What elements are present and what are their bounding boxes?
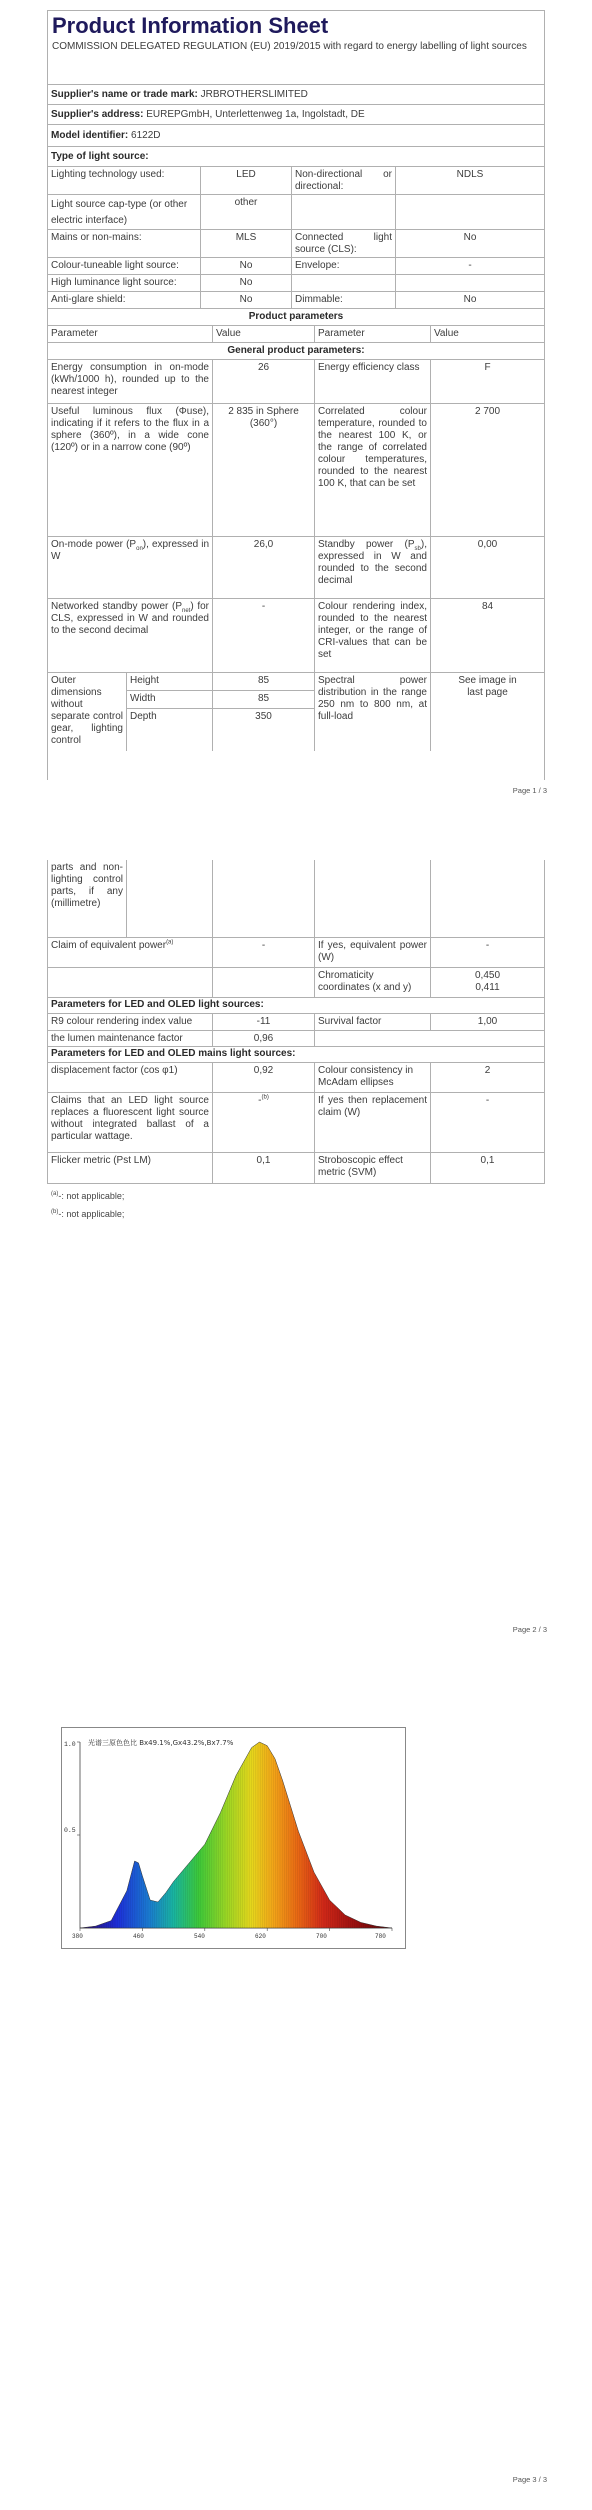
- footnote-text: -: not applicable;: [58, 1209, 125, 1219]
- height-label: Height: [127, 673, 212, 691]
- y-tick-label: 1.0: [64, 1741, 76, 1748]
- x-tick-label: 780: [375, 1933, 386, 1940]
- col-parameter: Parameter: [48, 326, 213, 342]
- maintenance-value: 0,96: [213, 1031, 315, 1046]
- energy-value: 26: [213, 360, 315, 403]
- footnote-mark: (b): [51, 1209, 59, 1215]
- dimension-names: [127, 673, 213, 751]
- supplier-name-row: [48, 85, 544, 105]
- model-value: 6122D: [131, 130, 161, 141]
- product-parameters-heading: Product parameters: [248, 311, 344, 322]
- mcadam-label: Colour consistency in McAdam ellipses: [315, 1063, 431, 1092]
- col-value: Value: [213, 326, 315, 342]
- supplier-name-value: JRBROTHERSLIMITED: [200, 89, 308, 100]
- type-label: [292, 275, 396, 291]
- flicker-value: 0,1: [213, 1153, 315, 1183]
- x-tick-label: 540: [194, 1933, 205, 1940]
- type-row: [48, 167, 544, 195]
- depth-value: 350: [255, 711, 272, 722]
- onmode-row: [48, 537, 544, 599]
- flux-row: [48, 404, 544, 537]
- type-value: No: [201, 258, 292, 274]
- width-value: 85: [213, 691, 314, 709]
- survival-value: 1,00: [477, 1016, 498, 1027]
- type-label: Mains or non-mains:: [48, 230, 201, 257]
- x-tick-label: 700: [316, 1933, 327, 1940]
- chromaticity-y: 0,411: [475, 982, 500, 993]
- x-tick-label: 380: [72, 1933, 83, 1940]
- type-value: NDLS: [456, 169, 484, 180]
- type-label: Connected light source (CLS):: [292, 230, 396, 257]
- type-label: High luminance light source:: [48, 275, 201, 291]
- mcadam-value: 2: [484, 1065, 491, 1076]
- onmode-value: 26,0: [213, 537, 315, 598]
- type-value: -: [468, 260, 472, 271]
- type-label: Non-directional or directional:: [292, 167, 396, 194]
- networked-label-text: ) for CLS, expressed in W and rounded to the second decimal: [51, 601, 209, 636]
- type-label: Anti-glare shield:: [48, 292, 201, 308]
- cct-value: 2 700: [474, 406, 501, 417]
- supplier-name-label: Supplier's name or trade mark:: [51, 89, 198, 100]
- equivalent-label-text: Claim of equivalent power: [51, 940, 167, 951]
- flicker-label: Flicker metric (Pst LM): [48, 1153, 213, 1183]
- led-mains-heading: Parameters for LED and OLED mains light sources:: [51, 1048, 296, 1059]
- flux-label: Useful luminous flux (Φuse), indicating if it refers to the flux in a sphere (360º), in a wide cone (120º) or in a narrow cone (90º): [48, 404, 213, 536]
- chromaticity-values: [431, 968, 544, 997]
- equivalent-power-value: -: [485, 940, 490, 951]
- equivalent-value: -: [213, 938, 315, 967]
- efficiency-value: F: [484, 362, 491, 373]
- r9-value: -11: [213, 1014, 315, 1030]
- page-number: Page 1 / 3: [512, 786, 547, 795]
- onmode-label-text: On-mode power (P: [51, 539, 137, 550]
- page-1: [0, 0, 592, 800]
- info-sheet-table-continued: [47, 860, 545, 1184]
- type-label: Envelope:: [292, 258, 396, 274]
- claim-label: Claims that an LED light source replaces a fluorescent light source without integrated ballast of a particular wattage.: [48, 1093, 213, 1152]
- dimensions-label-continued: parts and non-lighting control parts, if any (millimetre): [48, 860, 127, 937]
- type-value: other: [201, 195, 292, 229]
- col-value: Value: [434, 328, 459, 339]
- replacement-label: If yes then replacement claim (W): [315, 1093, 431, 1152]
- page-3: [0, 1650, 592, 2510]
- x-tick-label: 620: [255, 1933, 266, 1940]
- page-title: Product Information Sheet: [52, 13, 329, 38]
- networked-label-text: Networked standby power (P: [51, 601, 182, 612]
- model-label: Model identifier:: [51, 130, 129, 141]
- chromaticity-x: 0,450: [474, 970, 501, 981]
- model-row: [48, 125, 544, 147]
- spd-value: See image in last page: [458, 675, 517, 698]
- led-heading-row: [48, 998, 544, 1014]
- r9-row: [48, 1014, 544, 1031]
- header-block: [48, 11, 544, 85]
- type-value: [396, 195, 544, 229]
- dimensions-row: [48, 673, 544, 751]
- type-label: [292, 195, 396, 229]
- networked-row: [48, 599, 544, 673]
- networked-label-sub: net: [182, 608, 191, 614]
- equivalent-label: [48, 938, 213, 967]
- page-2: [0, 860, 592, 1650]
- onmode-label-sub: on: [136, 546, 143, 552]
- type-value: LED: [201, 167, 292, 194]
- standby-label: [315, 537, 431, 598]
- type-value: No: [463, 294, 477, 305]
- standby-label-text: Standby power (P: [318, 539, 415, 550]
- height-value: 85: [213, 673, 314, 691]
- claim-value-text: -: [258, 1095, 262, 1106]
- column-header-row: [48, 326, 544, 343]
- depth-label: Depth: [130, 711, 157, 722]
- general-heading-row: [48, 343, 544, 360]
- led-heading: Parameters for LED and OLED light sources:: [51, 999, 264, 1010]
- product-parameters-heading-row: [48, 309, 544, 326]
- info-sheet-table: [47, 10, 545, 780]
- chromaticity-row: [48, 968, 544, 998]
- type-value: No: [201, 292, 292, 308]
- standby-label-sub: sb: [414, 546, 421, 552]
- led-mains-heading-row: [48, 1047, 544, 1063]
- svm-value: 0,1: [480, 1155, 495, 1166]
- type-heading: Type of light source:: [51, 151, 149, 162]
- type-row: [48, 258, 544, 275]
- displacement-value: 0,92: [213, 1063, 315, 1092]
- dimensions-row-continued: [48, 860, 544, 938]
- type-value: No: [201, 275, 292, 291]
- cri-value: 84: [481, 601, 494, 612]
- networked-label: [48, 599, 213, 672]
- claim-row: [48, 1093, 544, 1153]
- standby-value: 0,00: [477, 539, 498, 550]
- x-tick-label: 460: [133, 1933, 144, 1940]
- r9-label: R9 colour rendering index value: [48, 1014, 213, 1030]
- type-label: Lighting technology used:: [48, 167, 201, 194]
- type-row: [48, 292, 544, 309]
- cct-label: Correlated colour temperature, rounded to the nearest 100 K, or the range of correlated colour temperatures, rounded to the nearest 100 K, that can be set: [315, 404, 431, 536]
- chromaticity-label: Chromaticity coordinates (x and y): [315, 968, 431, 997]
- svm-label: Stroboscopic effect metric (SVM): [315, 1153, 431, 1183]
- y-tick-label: 0.5: [64, 1827, 76, 1834]
- dimension-values: [213, 673, 315, 751]
- footnote-ref: (b): [261, 1094, 269, 1101]
- efficiency-label: Energy efficiency class: [315, 360, 431, 403]
- supplier-address-row: [48, 105, 544, 125]
- chart-title: 光谱三原色色比 Bx49.1%,Gx43.2%,Bx7.7%: [88, 1739, 234, 1747]
- width-label: Width: [127, 691, 212, 709]
- type-row: [48, 275, 544, 292]
- energy-label: Energy consumption in on-mode (kWh/1000 h), rounded up to the nearest integer: [48, 360, 213, 403]
- footnote-ref: (a): [166, 939, 174, 946]
- footnote-b: [51, 1208, 124, 1220]
- onmode-label-text: ), expressed in W: [51, 539, 209, 562]
- type-value: No: [463, 232, 477, 243]
- type-label: Dimmable:: [292, 292, 396, 308]
- type-label: Light source cap-type (or other electric interface): [48, 195, 201, 229]
- maintenance-row: [48, 1031, 544, 1047]
- displacement-row: [48, 1063, 544, 1093]
- networked-value: -: [213, 599, 315, 672]
- type-label: Colour-tuneable light source:: [48, 258, 201, 274]
- supplier-address-value: EUREPGmbH, Unterlettenweg 1a, Ingolstadt, DE: [146, 109, 365, 120]
- type-value: [396, 275, 544, 291]
- spectral-chart-svg: [62, 1728, 407, 1950]
- maintenance-label: the lumen maintenance factor: [48, 1031, 213, 1046]
- page-number: Page 2 / 3: [512, 1625, 547, 1634]
- displacement-label: displacement factor (cos φ1): [48, 1063, 213, 1092]
- type-row: [48, 230, 544, 258]
- equivalent-power-label: If yes, equivalent power (W): [315, 938, 431, 967]
- dimensions-label: Outer dimensions without separate control gear, lighting control: [48, 673, 127, 751]
- replacement-value: -: [485, 1095, 490, 1106]
- footnote-a: [51, 1190, 124, 1202]
- survival-label: Survival factor: [315, 1014, 431, 1030]
- cri-label: Colour rendering index, rounded to the nearest integer, or the range of CRI-values that can be set: [315, 599, 431, 672]
- page-number: Page 3 / 3: [512, 2475, 547, 2484]
- regulation-text: COMMISSION DELEGATED REGULATION (EU) 2019/2015 with regard to energy labelling of light sources: [52, 41, 527, 52]
- equivalent-row: [48, 938, 544, 968]
- type-row: [48, 195, 544, 230]
- col-parameter: Parameter: [315, 326, 431, 342]
- spectral-chart: [61, 1727, 406, 1949]
- footnote-mark: (a): [51, 1191, 59, 1197]
- supplier-address-label: Supplier's address:: [51, 109, 144, 120]
- general-heading: General product parameters:: [227, 345, 365, 356]
- onmode-label: [48, 537, 213, 598]
- type-value: MLS: [201, 230, 292, 257]
- claim-value: [213, 1093, 315, 1152]
- flux-value: 2 835 in Sphere (360°): [213, 404, 315, 536]
- spd-label: Spectral power distribution in the range 250 nm to 800 nm, at full-load: [315, 673, 431, 751]
- energy-row: [48, 360, 544, 404]
- footnote-text: -: not applicable;: [58, 1191, 125, 1201]
- standby-label-text: ), expressed in W and rounded to the second decimal: [318, 539, 427, 586]
- flicker-row: [48, 1153, 544, 1184]
- type-heading-row: [48, 147, 544, 167]
